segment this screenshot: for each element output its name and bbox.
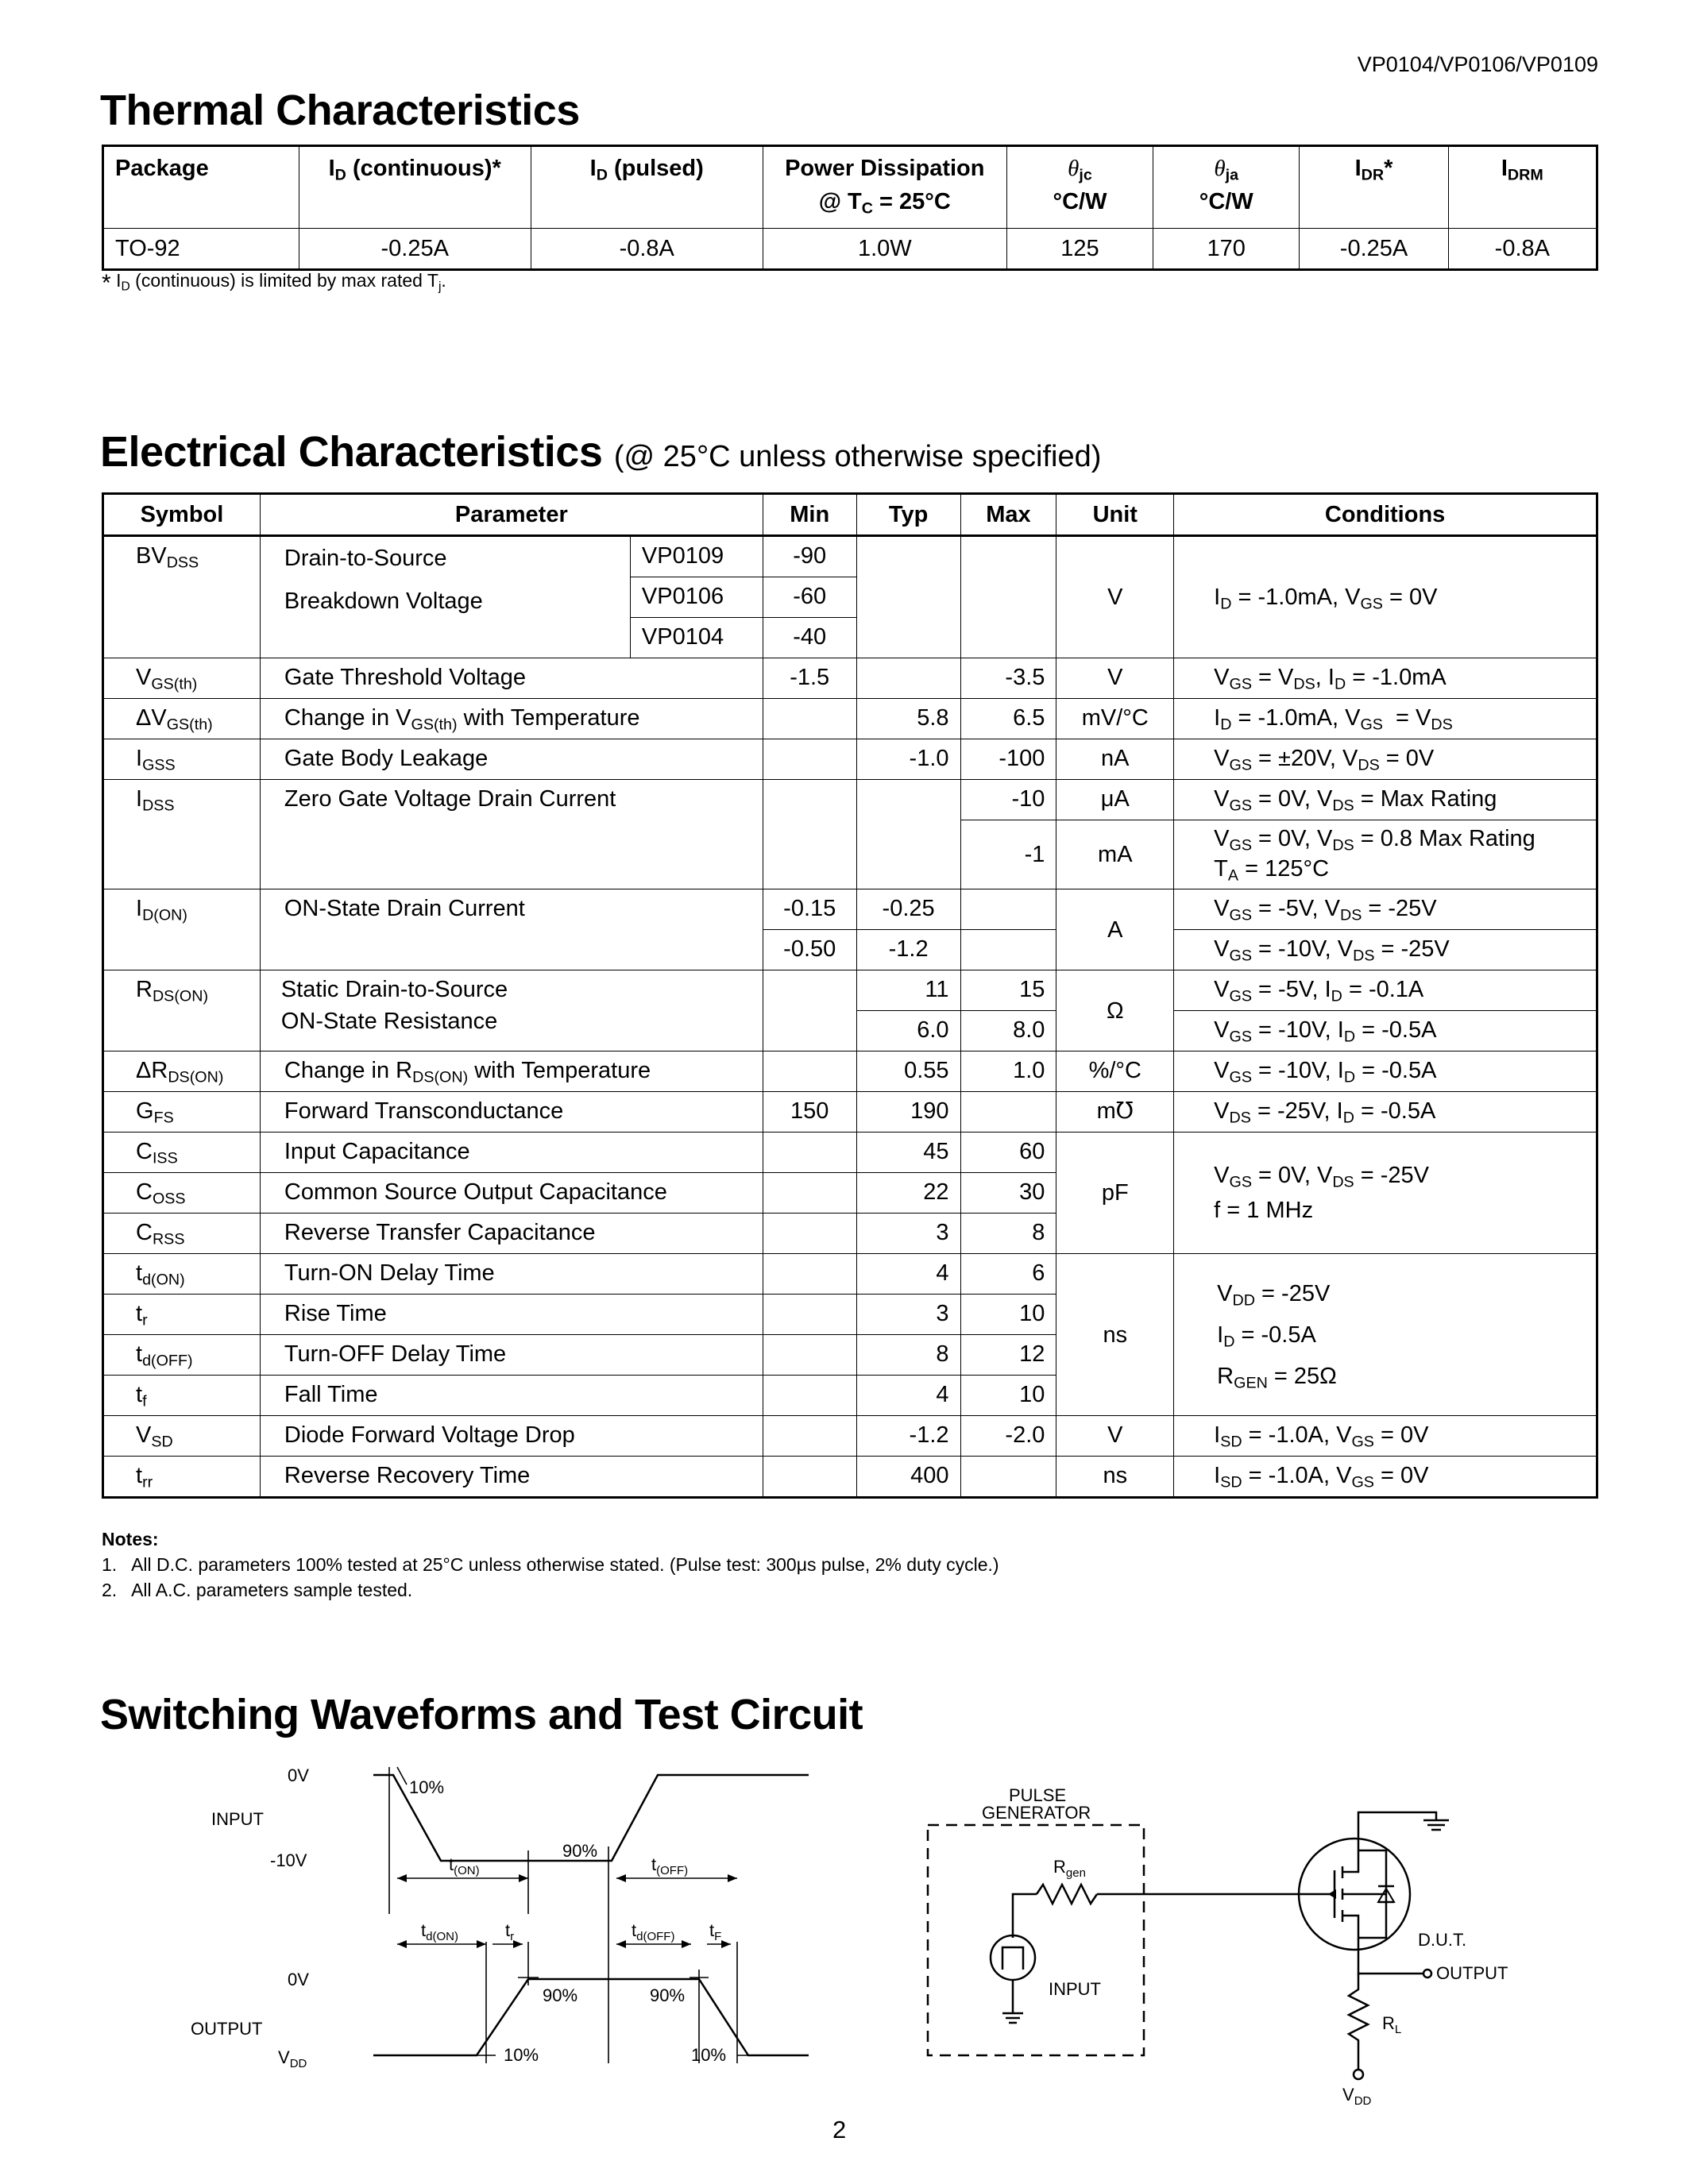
symbol-cell: $C_{ISS}$ [103,1133,261,1173]
max-cell: 1.0 [960,1051,1056,1092]
max-cell: -3.5 [960,658,1056,699]
parameter-cell: Zero Gate Voltage Drain Current [260,780,763,889]
condition-cell: $I_{SD} = -1.0A$, $V_{GS} = 0V$ [1174,1457,1597,1498]
max-cell: 12 [960,1335,1056,1376]
typ-cell: 4 [856,1254,960,1295]
typ-cell: 11 [856,970,960,1011]
parameter-cell: Fall Time [260,1376,763,1416]
unit-cell: A [1056,889,1174,970]
parameter-cell: Turn-ON Delay Time [260,1254,763,1295]
thermal-header: $\theta_{jc}$ °C/W [1006,146,1153,229]
unit-cell: V [1056,658,1174,699]
max-cell: 10 [960,1295,1056,1335]
column-header: Symbol [103,494,261,536]
condition-cell: $V_{GS} = \pm 20V$, $V_{DS} = 0V$ [1174,739,1597,780]
column-header: Min [763,494,856,536]
min-cell: -0.50 [763,930,856,970]
zero-v-output-label: 0V [288,1970,309,1989]
condition-cell: $V_{GS} = V_{DS}$, $I_D = -1.0mA$ [1174,658,1597,699]
parameter-cell: ON-State Drain Current [260,889,763,970]
thermal-header: $\theta_{ja}$ °C/W [1153,146,1300,229]
parameter-cell: Reverse Recovery Time [260,1457,763,1498]
switching-title: Switching Waveforms and Test Circuit [100,1691,863,1738]
zero-v-input-label: 0V [288,1765,309,1785]
thermal-header: $I_D$ (pulsed) [531,146,763,229]
symbol-cell: $V_{SD}$ [103,1416,261,1457]
unit-cell: V [1056,1416,1174,1457]
unit-cell: V [1056,536,1174,658]
table-cell: TO-92 [103,229,299,270]
minus-10v-label: -10V [270,1850,307,1870]
t-on-label: $t_{(ON)}$ [449,1854,480,1877]
symbol-cell: $\Delta V_{GS(th)}$ [103,699,261,739]
parameter-cell: Reverse Transfer Capacitance [260,1214,763,1254]
max-cell: 30 [960,1173,1056,1214]
timing-guides [389,1767,756,2063]
typ-cell: 45 [856,1133,960,1173]
condition-cell: $V_{GS} = 0V$, $V_{DS} = -25V$ f = 1 MHz [1174,1133,1597,1254]
circuit-output-label: OUTPUT [1436,1963,1508,1983]
unit-cell: m℧ [1056,1092,1174,1133]
min-cell: -0.15 [763,889,856,930]
pulse-label: PULSE [1009,1785,1067,1805]
condition-cell: $I_D = -1.0mA$, $V_{GS} = V_{DS}$ [1174,699,1597,739]
ground-icon [1002,2013,1023,2023]
max-cell: 6.5 [960,699,1056,739]
column-header: Typ [856,494,960,536]
condition-cell: $V_{DD} = -25V$ $I_D = -0.5A$ $R_{GEN} = 25\Omega$ [1174,1254,1597,1416]
min-cell: -40 [763,618,856,658]
symbol-cell: $C_{OSS}$ [103,1173,261,1214]
column-header: Parameter [260,494,763,536]
circuit-vdd-label: $V_{DD}$ [1342,2085,1372,2108]
rgen-label: $R_{gen}$ [1053,1857,1086,1880]
thermal-title: Thermal Characteristics [100,87,580,134]
parameter-cell: Common Source Output Capacitance [260,1173,763,1214]
circuit-input-label: INPUT [1049,1979,1101,1999]
condition-cell: $V_{GS} = -10V$, $I_D = -0.5A$ [1174,1011,1597,1051]
typ-cell: 400 [856,1457,960,1498]
symbol-cell: $t_{d(ON)}$ [103,1254,261,1295]
vdd-output-label: $V_{DD}$ [278,2047,307,2070]
max-cell: 60 [960,1133,1056,1173]
thermal-footnote: * $I_D$ (continuous) is limited by max rated $T_j$. [102,270,446,296]
variant-cell: VP0106 [630,577,763,618]
table-cell: -0.25A [299,229,531,270]
note-item: 2. All A.C. parameters sample tested. [102,1580,413,1600]
parameter-cell: Gate Threshold Voltage [260,658,763,699]
typ-cell: 0.55 [856,1051,960,1092]
max-cell: -10 [960,780,1056,820]
typ-cell: 6.0 [856,1011,960,1051]
note-item: 1. All D.C. parameters 100% tested at 25°C unless otherwise stated. (Pulse test: 300μs pulse, 2% duty cycle.) [102,1554,999,1575]
part-number-header: VP0104/VP0106/VP0109 [1357,52,1598,76]
pulse-source-icon [991,1935,1035,1980]
generator-label: GENERATOR [982,1803,1091,1823]
condition-cell: $V_{GS} = -5V$, $V_{DS} = -25V$ [1174,889,1597,930]
thermal-header: $I_{DR}*$ [1300,146,1448,229]
symbol-cell: $t_{rr}$ [103,1457,261,1498]
table-cell: -0.8A [1448,229,1597,270]
dut-label: D.U.T. [1418,1930,1467,1950]
max-cell: -1 [960,820,1056,889]
condition-cell: $V_{GS} = 0V$, $V_{DS} = 0.8$ Max Rating $T_A = 125^\circ C$ [1174,820,1597,889]
parameter-cell: Static Drain-to-Source ON-State Resistance [260,970,763,1051]
pct90-output-label: 90% [543,1985,578,2005]
input-label: INPUT [211,1809,264,1829]
unit-cell: μA [1056,780,1174,820]
typ-cell: 3 [856,1295,960,1335]
thermal-header: $I_{DRM}$ [1448,146,1597,229]
parameter-cell: Rise Time [260,1295,763,1335]
page-number: 2 [832,2116,847,2143]
symbol-cell: $I_{DSS}$ [103,780,261,889]
variant-cell: VP0109 [630,536,763,577]
thermal-header: Package [103,146,299,229]
rl-label: $R_L$ [1382,2013,1402,2036]
pct90-output-label: 90% [650,1985,686,2005]
typ-cell: -1.0 [856,739,960,780]
condition-cell: $V_{GS} = -10V$, $V_{DS} = -25V$ [1174,930,1597,970]
symbol-cell: $V_{GS(th)}$ [103,658,261,699]
min-cell: -1.5 [763,658,856,699]
typ-cell: 190 [856,1092,960,1133]
max-cell: 10 [960,1376,1056,1416]
parameter-cell: Change in $R_{DS(ON)}$ with Temperature [260,1051,763,1092]
vdd-terminal-icon [1354,2070,1363,2079]
condition-cell: $V_{DS} = -25V$, $I_D = -0.5A$ [1174,1092,1597,1133]
parameter-cell: Change in $V_{GS(th)}$ with Temperature [260,699,763,739]
output-terminal-icon [1423,1970,1431,1978]
parameter-cell: Forward Transconductance [260,1092,763,1133]
max-cell: -2.0 [960,1416,1056,1457]
symbol-cell: $t_r$ [103,1295,261,1335]
tr-label: $t_r$ [505,1920,515,1943]
ground-icon [1423,1820,1449,1830]
gate-arrow-icon [1328,1889,1336,1899]
symbol-cell: $G_{FS}$ [103,1092,261,1133]
min-cell: 150 [763,1092,856,1133]
min-cell: -90 [763,536,856,577]
output-waveform [373,1979,809,2055]
parameter-cell: Turn-OFF Delay Time [260,1335,763,1376]
max-cell: -100 [960,739,1056,780]
typ-cell: 22 [856,1173,960,1214]
parameter-cell: Input Capacitance [260,1133,763,1173]
typ-cell: -0.25 [856,889,960,930]
tf-label: $t_F$ [709,1920,722,1943]
td-off-label: $t_{d(OFF)}$ [632,1920,675,1943]
condition-cell: $V_{GS} = -10V$, $I_D = -0.5A$ [1174,1051,1597,1092]
typ-cell: 5.8 [856,699,960,739]
electrical-title: Electrical Characteristics (@ 25°C unless otherwise specified) [100,428,1102,476]
variant-cell: VP0104 [630,618,763,658]
condition-cell: $I_D = -1.0mA$, $V_{GS} = 0V$ [1174,536,1597,658]
t-off-label: $t_{(OFF)}$ [651,1854,689,1877]
table-cell: -0.25A [1300,229,1448,270]
parameter-cell: Gate Body Leakage [260,739,763,780]
symbol-cell: $C_{RSS}$ [103,1214,261,1254]
unit-cell: pF [1056,1133,1174,1254]
unit-cell: mA [1056,820,1174,889]
symbol-cell: $\Delta R_{DS(ON)}$ [103,1051,261,1092]
min-cell: -60 [763,577,856,618]
unit-cell: nA [1056,739,1174,780]
symbol-cell: $I_{GSS}$ [103,739,261,780]
max-cell: 8.0 [960,1011,1056,1051]
typ-cell: 4 [856,1376,960,1416]
symbol-cell: $I_{D(ON)}$ [103,889,261,970]
condition-cell: $V_{GS} = -5V$, $I_D = -0.1A$ [1174,970,1597,1011]
pulse-generator-box [928,1825,1144,2055]
condition-cell: $I_{SD} = -1.0A$, $V_{GS} = 0V$ [1174,1416,1597,1457]
typ-cell: -1.2 [856,1416,960,1457]
td-on-label: $t_{d(ON)}$ [421,1920,458,1943]
column-header: Max [960,494,1056,536]
typ-cell: 8 [856,1335,960,1376]
thermal-header: $I_D$ (continuous)* [299,146,531,229]
unit-cell: ns [1056,1254,1174,1416]
table-cell: 1.0W [763,229,1006,270]
unit-cell: %/°C [1056,1051,1174,1092]
column-header: Conditions [1174,494,1597,536]
electrical-subtitle: (@ 25°C unless otherwise specified) [613,440,1102,473]
unit-cell: mV/°C [1056,699,1174,739]
pct10-input-label: 10% [409,1777,445,1797]
unit-cell: Ω [1056,970,1174,1051]
max-cell: 8 [960,1214,1056,1254]
parameter-cell: Drain-to-Source Breakdown Voltage [260,536,630,658]
pct10-output-label: 10% [504,2045,539,2065]
table-cell: -0.8A [531,229,763,270]
pct90-input-label: 90% [562,1841,598,1861]
notes-title: Notes: [102,1529,159,1549]
unit-cell: ns [1056,1457,1174,1498]
parameter-cell: Diode Forward Voltage Drop [260,1416,763,1457]
symbol-cell: $BV_{DSS}$ [103,536,261,658]
max-cell: 6 [960,1254,1056,1295]
symbol-cell: $t_f$ [103,1376,261,1416]
thermal-header: Power Dissipation @ $T_C = 25^\circ C$ [763,146,1006,229]
pct10-output-label: 10% [691,2045,727,2065]
table-cell: 170 [1153,229,1300,270]
typ-cell: 3 [856,1214,960,1254]
circuit-wires [991,1812,1449,2079]
output-label: OUTPUT [191,2019,263,2039]
condition-cell: $V_{GS} = 0V$, $V_{DS}$ = Max Rating [1174,780,1597,820]
symbol-cell: $R_{DS(ON)}$ [103,970,261,1051]
column-header: Unit [1056,494,1174,536]
table-cell: 125 [1006,229,1153,270]
symbol-cell: $t_{d(OFF)}$ [103,1335,261,1376]
typ-cell: -1.2 [856,930,960,970]
max-cell: 15 [960,970,1056,1011]
